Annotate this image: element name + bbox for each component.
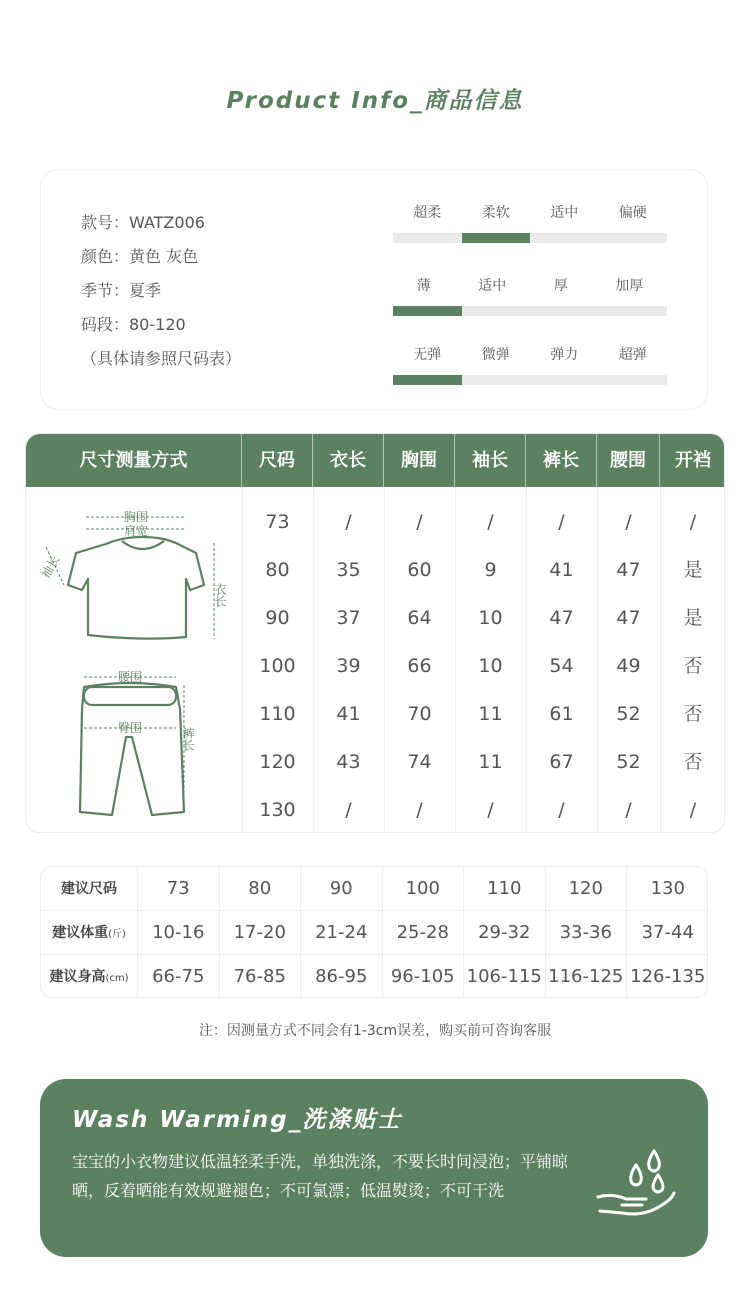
recommend-cell: 116-125	[546, 955, 628, 998]
cell-waist: 47	[616, 607, 641, 629]
cell-waist: 47	[616, 559, 641, 581]
cell-sleeve: 11	[478, 703, 503, 725]
elasticity-rating	[393, 345, 667, 385]
rating-label: 弹力	[550, 347, 579, 363]
diagram-label-chest: 胸围	[123, 510, 149, 524]
cell-length: 37	[336, 607, 361, 629]
cell-waist: /	[625, 799, 632, 821]
cell-size: 80	[265, 559, 290, 581]
info-season: 季节：夏季	[81, 281, 162, 300]
recommend-cell: 21-24	[301, 911, 383, 955]
cell-chest: 70	[407, 703, 432, 725]
cell-waist: 52	[616, 703, 641, 725]
rating-label: 适中	[550, 205, 579, 221]
rating-bar	[393, 375, 667, 385]
recommend-cell: 86-95	[301, 955, 383, 998]
cell-pants-length: 47	[549, 607, 574, 629]
cell-length: /	[345, 799, 352, 821]
size-table	[25, 433, 725, 833]
cell-sleeve: 10	[478, 607, 503, 629]
cell-sleeve: /	[487, 511, 494, 533]
recommend-cell: 25-28	[383, 911, 465, 955]
cell-chest: 74	[407, 751, 432, 773]
rating-label: 偏硬	[618, 205, 647, 221]
measurement-note: 注：因测量方式不同会有1-3cm误差，购买前可咨询客服	[198, 1023, 552, 1039]
cell-open-crotch: 否	[683, 703, 703, 725]
rating-fill	[393, 306, 462, 316]
diagram-label-pants-length: 裤长	[181, 727, 195, 751]
diagram-label-sleeve: 袖长	[38, 553, 63, 581]
recommend-cell: 29-32	[464, 911, 546, 955]
header-size: 尺码	[242, 434, 313, 487]
rating-label: 厚	[553, 278, 568, 294]
recommend-label: 建议体重(斤)	[41, 911, 138, 955]
rating-bar	[393, 306, 667, 316]
cell-chest: 66	[407, 655, 432, 677]
cell-size: 110	[259, 703, 296, 725]
recommend-row-size	[41, 867, 708, 911]
header-open-crotch: 开裆	[675, 450, 711, 471]
cell-sleeve: /	[487, 799, 494, 821]
cell-length: 35	[336, 559, 361, 581]
info-list	[81, 206, 241, 376]
recommend-row-height	[41, 955, 708, 998]
measurement-diagram	[26, 487, 242, 833]
rating-label: 微弹	[481, 347, 510, 363]
wash-tips-card	[40, 1079, 708, 1257]
tshirt-outline	[68, 537, 204, 639]
header-pants-length: 裤长	[526, 434, 597, 487]
recommend-cell: 33-36	[546, 911, 628, 955]
header-sleeve: 袖长	[455, 434, 526, 487]
cell-open-crotch: 是	[683, 607, 703, 629]
header-length: 衣长	[313, 434, 384, 487]
recommend-cell: 10-16	[138, 911, 220, 955]
recommend-cell: 126-135	[630, 966, 706, 987]
softness-rating	[393, 203, 667, 243]
recommend-cell: 120	[546, 867, 628, 911]
rating-bar	[393, 233, 667, 243]
info-color: 颜色：黄色 灰色	[81, 247, 199, 266]
rating-fill	[462, 233, 531, 243]
diagram-label-hip: 臀围	[117, 721, 143, 735]
cell-open-crotch: 否	[683, 751, 703, 773]
cell-open-crotch: /	[689, 799, 697, 821]
cell-open-crotch: 否	[683, 655, 703, 677]
cell-size: 120	[259, 751, 296, 773]
hand-wash-icon	[592, 1145, 680, 1229]
info-style-no: 款号：WATZ006	[81, 213, 205, 232]
cell-waist: 52	[616, 751, 641, 773]
wash-text: 宝宝的小衣物建议低温轻柔手洗，单独洗涤，不要长时间浸泡；平铺晾晒，反着晒能有效规避褪色；不可氯漂；低温熨烫；不可干洗	[72, 1152, 569, 1200]
cell-chest: /	[416, 799, 423, 821]
rating-label: 加厚	[615, 278, 644, 294]
cell-pants-length: /	[558, 799, 565, 821]
header-chest: 胸围	[384, 434, 455, 487]
recommend-cell: 80	[220, 867, 302, 911]
cell-sleeve: 11	[478, 751, 503, 773]
rating-label: 适中	[478, 278, 507, 294]
recommend-cell: 76-85	[220, 955, 302, 998]
pants-outline	[80, 683, 184, 815]
recommend-label: 建议尺码	[41, 867, 138, 911]
size-table-header	[26, 434, 725, 487]
product-info-card	[40, 169, 708, 410]
info-note: （具体请参照尺码表）	[81, 349, 242, 368]
cell-length: /	[345, 511, 352, 533]
cell-chest: /	[416, 511, 423, 533]
cell-length: 43	[336, 751, 361, 773]
cell-pants-length: 41	[549, 559, 574, 581]
cell-pants-length: 61	[549, 703, 574, 725]
cell-waist: 49	[616, 655, 641, 677]
cell-open-crotch: 是	[683, 559, 703, 581]
diagram-label-length: 衣长	[213, 583, 227, 607]
cell-size: 130	[259, 799, 296, 821]
recommend-cell: 37-44	[641, 922, 694, 943]
recommend-cell: 96-105	[383, 955, 465, 998]
diagram-label-waist: 腰围	[117, 670, 143, 684]
header-waist: 腰围	[597, 434, 660, 487]
recommend-cell: 73	[138, 867, 220, 911]
diagram-label-shoulder: 肩宽	[123, 524, 149, 538]
rating-label: 无弹	[413, 347, 442, 363]
recommend-cell: 110	[464, 867, 546, 911]
recommend-table	[40, 866, 708, 998]
recommend-label: 建议身高(cm)	[41, 955, 138, 998]
cell-waist: /	[625, 511, 632, 533]
cell-pants-length: 54	[549, 655, 574, 677]
cell-pants-length: 67	[549, 751, 574, 773]
cell-length: 39	[336, 655, 361, 677]
recommend-cell: 17-20	[220, 911, 302, 955]
info-size-range: 码段：80-120	[81, 315, 186, 334]
cell-sleeve: 10	[478, 655, 503, 677]
recommend-cell: 130	[650, 878, 685, 899]
recommend-cell: 66-75	[138, 955, 220, 998]
cell-size: 100	[259, 655, 296, 677]
recommend-cell: 106-115	[464, 955, 546, 998]
thickness-rating	[393, 276, 667, 316]
recommend-row-weight	[41, 911, 708, 955]
recommend-cell: 100	[383, 867, 465, 911]
rating-label: 超弹	[618, 347, 647, 363]
cell-sleeve: 9	[484, 559, 497, 581]
cell-length: 41	[336, 703, 361, 725]
header-measure-method: 尺寸测量方式	[26, 434, 242, 487]
cell-open-crotch: /	[689, 511, 697, 533]
page-title: Product Info_商品信息	[226, 88, 524, 114]
rating-label: 柔软	[481, 205, 510, 221]
rating-label: 超柔	[413, 205, 442, 221]
rating-label: 薄	[416, 278, 431, 294]
cell-size: 90	[265, 607, 290, 629]
cell-size: 73	[265, 511, 290, 533]
wash-title: Wash Warming_洗涤贴士	[72, 1107, 403, 1133]
cell-chest: 60	[407, 559, 432, 581]
recommend-cell: 90	[301, 867, 383, 911]
rating-fill	[393, 375, 462, 385]
cell-chest: 64	[407, 607, 432, 629]
cell-pants-length: /	[558, 511, 565, 533]
